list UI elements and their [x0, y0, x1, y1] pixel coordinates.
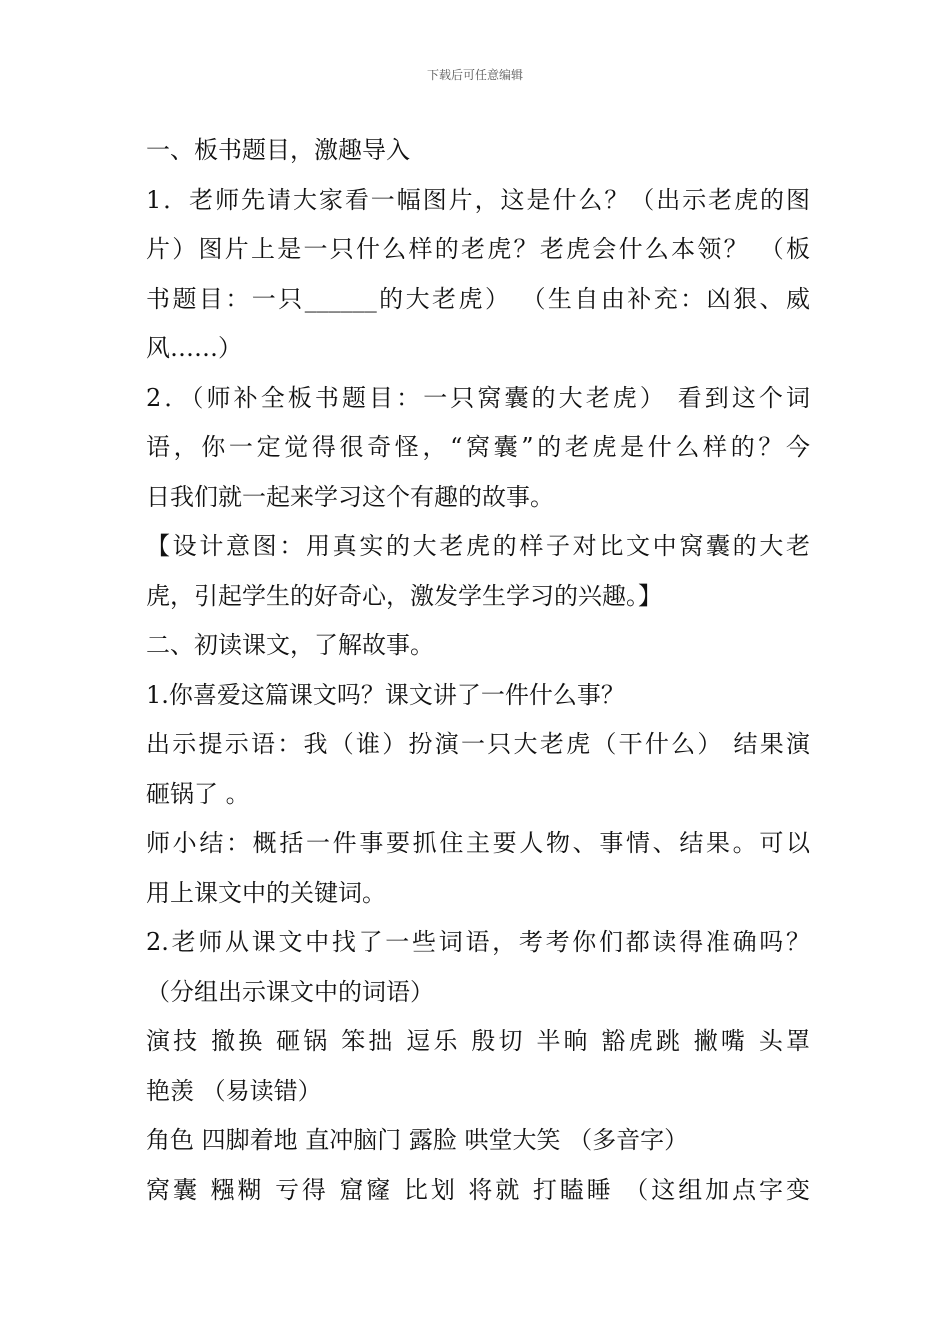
text-line: 演技 撤换 砸锅 笨拙 逗乐 殷切 半晌 豁虎跳 撇嘴 头罩	[146, 1027, 810, 1055]
text-line: 二、初读课文，了解故事。	[146, 631, 434, 659]
text-line: 日我们就一起来学习这个有趣的故事。	[146, 482, 554, 511]
document-body	[146, 126, 810, 1215]
text-line: 1.你喜爱这篇课文吗？课文讲了一件什么事？	[146, 680, 625, 709]
text-line: 砸锅了 。	[146, 779, 250, 808]
text-line: 2.老师从课文中找了一些词语，考考你们都读得准确吗？	[146, 928, 810, 956]
text-line: 窝囊 糨糊 亏得 窟窿 比划 将就 打瞌睡 （这组加点字变	[146, 1175, 810, 1204]
text-line: （分组出示课文中的词语）	[146, 977, 434, 1006]
text-line: 用上课文中的关键词。	[146, 878, 386, 907]
page-header-note: 下载后可任意编辑	[426, 68, 523, 82]
text-line: 1．老师先请大家看一幅图片，这是什么？（出示老虎的图	[146, 185, 810, 214]
text-line: 艳羡 （易读错）	[146, 1076, 322, 1105]
text-line: 风……）	[146, 334, 242, 362]
text-line: 【设计意图：用真实的大老虎的样子对比文中窝囊的大老	[146, 532, 810, 560]
text-line: 书题目：一只______的大老虎） （生自由补充：凶狠、威	[146, 284, 810, 313]
text-line: 出示提示语：我（谁）扮演一只大老虎（干什么） 结果演	[146, 730, 810, 758]
text-line: 片）图片上是一只什么样的老虎？老虎会什么本领？ （板	[146, 235, 810, 263]
text-line: 虎，引起学生的好奇心，激发学生学习的兴趣。】	[146, 581, 662, 610]
text-line: 一、板书题目，激趣导入	[146, 136, 410, 164]
text-line: 师小结：概括一件事要抓住主要人物、事情、结果。可以	[146, 829, 810, 857]
text-line: 语，你一定觉得很奇怪，“窝囊”的老虎是什么样的？今	[146, 433, 810, 461]
text-line: 角色 四脚着地 直冲脑门 露脸 哄堂大笑 （多音字）	[146, 1126, 689, 1154]
text-line: 2．（师补全板书题目：一只窝囊的大老虎） 看到这个词	[146, 383, 810, 412]
